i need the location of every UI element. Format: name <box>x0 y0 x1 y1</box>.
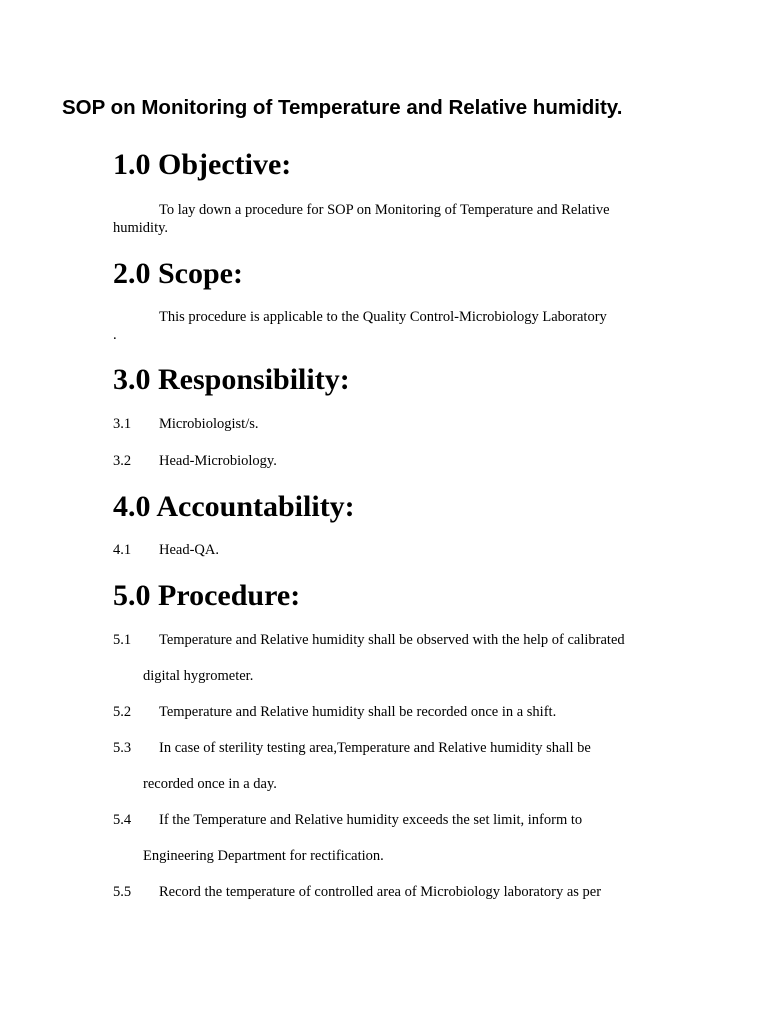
item-text: Head-Microbiology. <box>159 453 277 469</box>
section-heading-accountability: 4.0 Accountability: <box>113 490 355 523</box>
item-number: 5.2 <box>113 704 132 720</box>
section-heading-procedure: 5.0 Procedure: <box>113 579 301 612</box>
item-number: 3.2 <box>113 453 132 469</box>
item-text: Microbiologist/s. <box>159 416 259 432</box>
list-item <box>113 811 582 829</box>
section-heading-responsibility: 3.0 Responsibility: <box>113 363 350 396</box>
item-continuation: Engineering Department for rectification. <box>143 848 384 864</box>
document-title: SOP on Monitoring of Temperature and Relative humidity. <box>62 96 623 119</box>
section-heading-objective: 1.0 Objective: <box>113 148 292 181</box>
item-text: Record the temperature of controlled area of Microbiology laboratory as per <box>159 884 602 900</box>
item-continuation: digital hygrometer. <box>143 668 254 684</box>
list-item <box>113 739 591 757</box>
list-item <box>113 415 259 433</box>
item-number: 4.1 <box>113 542 132 558</box>
list-item <box>113 883 601 901</box>
item-number: 3.1 <box>113 416 132 432</box>
list-item <box>113 541 219 559</box>
scope-line-2: . <box>113 327 117 343</box>
item-continuation: recorded once in a day. <box>143 776 277 792</box>
objective-line-1: To lay down a procedure for SOP on Monitoring of Temperature and Relative <box>159 202 610 218</box>
scope-line-1: This procedure is applicable to the Quality Control-Microbiology Laboratory <box>159 309 607 325</box>
item-number: 5.5 <box>113 884 132 900</box>
item-number: 5.1 <box>113 632 132 648</box>
item-text: If the Temperature and Relative humidity exceeds the set limit, inform to <box>159 812 583 828</box>
objective-paragraph <box>113 201 643 237</box>
list-item <box>113 703 556 721</box>
objective-line-2: humidity. <box>113 220 169 236</box>
item-text: Head-QA. <box>159 542 219 558</box>
item-text: Temperature and Relative humidity shall be observed with the help of calibrated <box>159 632 625 648</box>
section-heading-scope: 2.0 Scope: <box>113 257 243 290</box>
item-number: 5.4 <box>113 812 132 828</box>
scope-paragraph <box>113 308 643 344</box>
list-item <box>113 452 277 470</box>
item-text: In case of sterility testing area,Temperature and Relative humidity shall be <box>159 740 591 756</box>
item-text: Temperature and Relative humidity shall be recorded once in a shift. <box>159 704 557 720</box>
item-number: 5.3 <box>113 740 132 756</box>
list-item <box>113 631 625 649</box>
